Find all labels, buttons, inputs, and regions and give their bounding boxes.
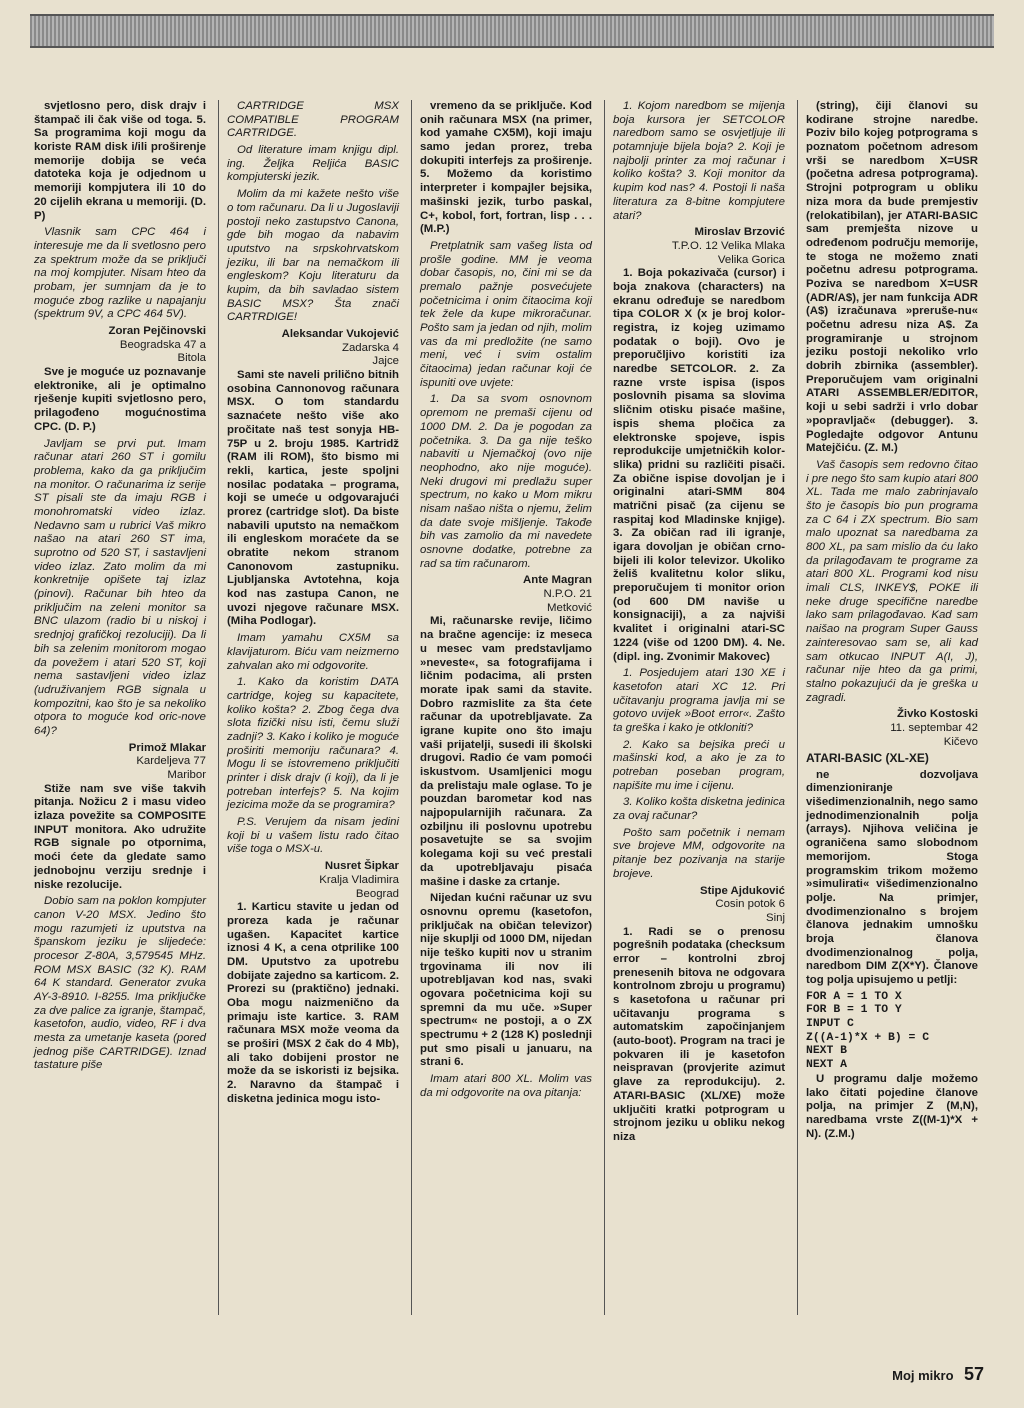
signature: Miroslav Brzović [694,226,785,239]
address-line: Beograd [355,887,399,900]
letter-paragraph: Pretplatnik sam vašeg lista od prošle godine. MM je veoma dobar časopis, no, čini mi se da premalo pažnje posvećujete početnicima i onim čitaocima koji tek žele da kupe mikroračunar. Pošto sam ja jedan od njih, molim vas da mi predložite (ne samo meni, već i svim ostalim čitaocima) jedan računar koji će ispuniti ove uvjete: [420,239,592,389]
signature: Ante Magran [523,574,592,587]
answer-paragraph: 1. Boja pokazivača (cursor) i boja znakova (characters) na ekranu određuje se naredbom tipa COLOR X (x je broj kolor-registra, iz kojeg uzimamo podatak o boji). Ovo je preporučljivo koristiti iza naredbe SETCOLOR. 2. Za razne vrste ispisa (ispos poslovnih pisama sa slovima sličnim otisku pisaće mašine, ispis shema pločica za elektronske spojeve, ispis reprodukcije umjetničkih kolor-slika) pridni su različiti pisači. Za obične ispise dovoljan je i originalni atari-SMM 804 matrični pisač (za cijenu se raspitaj kod Mladinske knjige). 3. Za običan rad ili igranje, igara dovoljan je običan crno-bijeli ili kolor televizor. Ukoliko želiš kvalitetnu kolor sliku, preporučujem ti monitor orion (od 600 DM naviše u konsignaciji), a za najviši kvalitet i originalni atari-SC 1224 (više od 1200 DM). 4. Ne. (dipl. ing. Zvonimir Makovec) [613,267,785,663]
letter-paragraph: Imam atari 800 XL. Molim vas da mi odgovorite na ova pitanja: [420,1073,592,1099]
column-4 [604,100,787,1315]
address-line: Maribor [167,769,206,781]
answer-paragraph: U programu dalje možemo lako čitati pojedine članove polja, na primjer Z (M,N), naredbama vrste Z((M-1)*X + N). (Z.M.) [806,1072,978,1140]
answer-paragraph: vremeno da se priključe. Kod onih računara MSX (na primer, kod yamahe CX5M), koji imaju samo jedan prorez, treba dokupiti interfejs za proširenje. 5. Možemo da koristimo interpreter i kompajler bejsika, mašinski jezik, turbo paskal, C+, kobol, fort, fortran, lisp . . . (M.P.) [420,100,592,236]
letter-paragraph: Javljam se prvi put. Imam računar atari 260 ST i gomilu problema, kako da ga priključim na monitor. O računarima iz serije ST pisali ste da imaju RGB i monohromatski video izlaz. Nedavno sam u rubrici Vaš mikro našao na atari 260 ST ima, suprotno od 520 ST, i sastavljeni video izlaz. Zato molim da mi konkretnije opišete taj izlaz (pinovi). Računar bih hteo da priključim na zeleni monitor sa BNC ulazom (radio bi u niskoj i srednjoj grafičkoj rezoluciji). Da li bih sa zelenim monitorom mogao da povežem i atari 520 ST, koji nema sastavljeni video izlaz (udruživanjem RGB signala u kompozitni, kao što je sa nekoliko otpora to moguće kod oric-nove 64)? [34,437,206,737]
address-line: Metković [547,601,592,614]
code-line: INPUT C [806,1018,854,1031]
section-heading: ATARI-BASIC (XL-XE) [806,751,929,766]
code-line: NEXT B [806,1045,848,1058]
page-footer [892,1364,984,1385]
column-2 [218,100,401,1315]
header-bar [30,14,994,48]
address-line: Jajce [372,355,399,368]
code-line: FOR A = 1 TO X [806,990,902,1003]
answer-paragraph: 1. Karticu stavite u jedan od proreza kada je računar ugašen. Kapacitet kartice iznosi 4 K, a cena otprilike 100 DM. Uputstvo za upotrebu dobijate zajedno sa karticom. 2. Prorezi su (praktično) jednaki. Oba mogu naizmenično da primaju iste kartice. 3. RAM računara MSX može veoma da se proširi (MSX 2 čak do 4 Mb), ali tako dobijeni prostor ne može da se iskoristi iz bejsika. 2. Naravno da štampač i disketna jedinica mogu isto- [227,901,399,1105]
article-columns [32,100,980,1315]
address-line: T.P.O. 12 Velika Mlaka [671,239,785,252]
magazine-name: Moj mikro [892,1368,954,1383]
letter-paragraph: P.S. Verujem da nisam jedini koji bi u vašem listu rado čitao više toga o MSX-u. [227,816,399,856]
letter-paragraph: 1. Da sa svom osnovnom opremom ne premaši cijenu od 1000 DM. 2. Da je pogodan za početnika. 3. Da ga nije teško nabaviti u Njemačkoj (ovo nije neophodno, ako nije moguće). Neki drugovi mi predlažu super spectrum, no kako u Mom mikru nisam našao ništa o njemu, želim da date svoje mišljenje. Takođe bih vas zamolio da mi navedete osnovne dodatke, potrebne za rad sa tim računarom. [420,393,592,570]
column-1 [32,100,208,1315]
letter-paragraph: Od literature imam knjigu dipl. ing. Željka Reljića BASIC kompjuterski jezik. [227,144,399,184]
letter-paragraph: Dobio sam na poklon kompjuter canon V-20 MSX. Jedino što mogu razumjeti iz uputstva na španskom jeziku je slijedeće: procesor Z-80A, 3,579545 MHz. ROM MSX BASIC (32 K). RAM 64 K standard. Generator zvuka AY-3-8910. I-8255. Ima priključke za dve palice za igranje, štampač, kasetofon, audio, video, RF i dva mesta za umetanje kaseta (pored jednog piše CARTRIDGE). Iznad tastature piše [34,895,206,1072]
code-line: NEXT A [806,1059,848,1072]
answer-paragraph: 1. Radi se o prenosu pogrešnih podataka (checksum error – kontrolni zbroj prenesenih bitova ne odgovara kontrolnom zbroju u programu) s kasetofona u računar pri učitavanju programa s automatskim započinjanjem (auto-boot). Program na traci je pokvaren ili je kasetofon neispravan (provjerite azimut glave za reprodukciju). 2. ATARI-BASIC (XL/XE) može uključiti kratki potprogram u strojnom jeziku u obliku nekog niza [613,925,785,1143]
address-line: 11. septembar 42 [890,721,978,734]
letter-paragraph: Vlasnik sam CPC 464 i interesuje me da li svetlosno pero za spektrum može da se priključi na moj kompjuter. Nisam hteo da probam, jer sumnjam da je to moguće zbog razlike u napajanju (spektrum 9V, a CPC 464 5V). [34,226,206,321]
letter-paragraph: 1. Kojom naredbom se mijenja boja kursora jer SETCOLOR naredbom samo se osvjetljuje ili potamnjuje bijela boja? 2. Koji je najbolji printer za moj računar i koliko košta? 3. Koji monitor da kupim kod nas? 4. Postoji li naša literatura za 8-bitne kompjutere atari? [613,100,785,222]
answer-paragraph: Sve je moguće uz poznavanje elektronike, ali je optimalno rješenje kupiti svjetlosno pero, prilagođeno mogućnostima CPC. (D. P.) [34,366,206,433]
signature: Živko Kostoski [896,708,978,721]
letter-paragraph: 1. Kako da koristim DATA cartridge, kojeg su kapacitete, koliko košta? 2. Zbog čega dva slota fizički nisu isti, čemu služi zadnji? 3. Kako i koliko je moguće proširiti memoriju računara? 4. Mogu li se istovremeno priključiti printer i disk drajv (i koji), da li je potreban interfejs? 5. Na kojim jezicima može da se programira? [227,676,399,812]
signature: Primož Mlakar [128,741,206,754]
letter-paragraph: 2. Kako sa bejsika preći u mašinski kod, a ako je za to potreban poseban program, napišite mu ime i cijenu. [613,738,785,792]
address-line: N.P.O. 21 [543,588,592,601]
address-line: Cosin potok 6 [715,898,785,911]
signature: Aleksandar Vukojević [281,328,399,340]
answer-paragraph: svjetlosno pero, disk drajv i štampač ili čak više od toga. 5. Sa programima koji mogu da koriste RAM disk i/ili proširenje memorije dobija se veća datoteka koja je odjednom u memoriji kompjutera ili 10 do 20 cijelih ekrana u memoriji. (D. P) [34,100,206,222]
signature: Zoran Pejčinovski [108,325,206,337]
signature: Nusret Šipkar [324,860,399,873]
answer-paragraph: (string), čiji članovi su kodirane strojne naredbe. Poziv bilo kojeg potprograma s poznatom početnom adresom vrši se naredbom X=USR (početna adresa potprograma). Strojni potprogram u obliku niza mora da bude premjestiv (relokatibilan), jer ATARI-BASIC sam premješta nizove u određenom području memorije, te stoga ne možemo znati početnu adresu potprograma. Poziva se naredbom X=USR (ADR/A$), jer nam funkcija ADR (A$) izračunava »preruše-nu« početnu adresu niza A$. Za programiranje u strojnom jeziku postoji nekoliko vrlo dobrih zbirnika (assembler). Preporučujem vam originalni ATARI ASSEMBLER/EDITOR, koji u sebi sadrži i vrlo dobar »popravljač« (debugger). 3. Pogledajte odgovor Antunu Matejčiću. (Z. M.) [806,100,978,455]
column-5 [797,100,980,1315]
address-line: Zadarska 4 [342,341,399,354]
column-3 [411,100,594,1315]
signature: Stipe Ajduković [699,884,785,897]
address-line: Sinj [766,911,785,924]
address-line: Kičevo [943,735,978,748]
address-line: Beogradska 47 a [119,338,206,351]
address-line: Kralja Vladimira [319,873,399,886]
answer-paragraph: Sami ste naveli prilično bitnih osobina Cannonovog računara MSX. O tom standardu saznaćete nešto više ako pročitate naš test sonyja HB-75P u 2. broju 1985. Kartridž (RAM ili ROM), što bismo mi rekli, kartica, jeste spoljni nosilac podataka – programa, koji se umeće u odgovarajući prorez (cartridge slot). Da biste nabavili uputsto na nemačkom ili engleskom moraćete da se obratite nekom stranom Canonovom zastupniku. Ljubljanska Avtotehna, koja kod nas zastupa Canon, ne uvozi njegove računare MSX. (Miha Podlogar). [227,369,399,628]
letter-paragraph: Vaš časopis sem redovno čitao i pre nego što sam kupio atari 800 XL. Tada me malo zabrinjavalo što je časopis bio pun programa za C 64 i ZX spectrum. Bio sam malo upoznat sa naredbama za 800 XL, pa sam mislio da ću lako da prilagođavam te programe za atari 800 XL. Programi kod nisu imali CLS, INKEY$, POKE ili neke druge specifične naredbe lako sam prilagođavao. Kad sam naišao na program Super Gauss zainteresovao sam se, ali kad sam otkucao INPUT A(I, J), računar nije hteo da ga primi, stalno pokazujući da je greška u zagradi. [806,458,978,704]
code-line: FOR B = 1 TO Y [806,1004,902,1017]
address-line: Bitola [177,352,206,365]
code-line: Z((A-1)*X + B) = C [806,1031,930,1044]
letter-paragraph: 3. Koliko košta disketna jedinica za ovaj računar? [613,796,785,823]
letter-paragraph: Imam yamahu CX5M sa klavijaturom. Biću vam neizmerno zahvalan ako mi odgovorite. [227,632,399,672]
address-line: Velika Gorica [717,253,785,266]
answer-paragraph: Stiže nam sve više takvih pitanja. Nožicu 2 i masu video izlaza povežite sa COMPOSITE INPUT monitora. Ako udružite RGB signale po otpornima, moći ćete da gledate samo jednobojnu verziju srednje i niske rezolucije. [34,782,206,891]
answer-paragraph: Nijedan kućni računar uz svu osnovnu opremu (kasetofon, priključak na običan televizor) nije skuplji od 1000 DM, nijedan nije teško kupiti nov u stranim trgovinama ili nov ili upotrebljavan kod nas, svaki ogovara početnicima koji su spremni da mu uče. »Super spectrum« ne postoji, a o ZX spectrumu + 2 (128 K) poslednji put smo pisali u januaru, na strani 6. [420,892,592,1069]
letter-paragraph: CARTRIDGE MSX COMPATIBLE PROGRAM CARTRIDGE. [227,100,399,140]
answer-paragraph: Mi, računarske revije, ličimo na bračne agencije: iz meseca u mesec vam predstavljamo »neveste«, sa fotografijama i ličnim podacima, ali prsten morate ipak sami da stavite. Dobro razmislite za šta ćete računar da upotrebljavate. Za igrane kupite ono što imaju vaši prijatelji, susedi ili školski drugovi. Radio će vam pomoći iskustvom. Usamljenici mogu da prelistaju male oglase. To je pouzdan barometar kod nas najpopularnijih računara. Za ozbiljnu ili poslovnu upotrebu posavetujte se sa svojim kolegama koji su već prestali da upotrebljavaju pisaća mašine i daske za crtanje. [420,615,592,888]
page-number: 57 [963,1364,984,1384]
address-line: Kardeljeva 77 [136,755,206,768]
answer-paragraph: ne dozvoljava dimenzioniranje višedimenzionalnih, nego samo jednodimenzionalnih polja (arrays). Njihova veličina je ograničena samo slobodnom memorijom. Stoga programskim trikom možemo »simulirati« višedimenzionalno polje. Na primjer, dvodimenzionalno s brojem članova jednakim umnošku broja članova dvodimenzionalnog polja, naredbom DIM Z(X*Y). Članove tog polja upisujemo u petlji: [806,768,978,987]
letter-paragraph: Pošto sam početnik i nemam sve brojeve MM, odgovorite na pitanje bez pozivanja na starije brojeve. [613,826,785,880]
letter-paragraph: 1. Posjedujem atari 130 XE i kasetofon atari XC 12. Pri učitavanju programa javlja mi se gotovo uvijek »Boot error«. Zašto ta greška i kako je otkloniti? [613,667,785,734]
letter-paragraph: Molim da mi kažete nešto više o tom računaru. Da li u Jugoslaviji postoji neko zastupstvo Canona, gde bih mogao da nabavim uputstvo na srpskohrvatskom jeziku, ili bar na nemačkom ili engleskom? Koju literaturu da kupim, da bih savladao sistem BASIC MSX? Šta znači CARTRDIGE! [227,188,399,324]
